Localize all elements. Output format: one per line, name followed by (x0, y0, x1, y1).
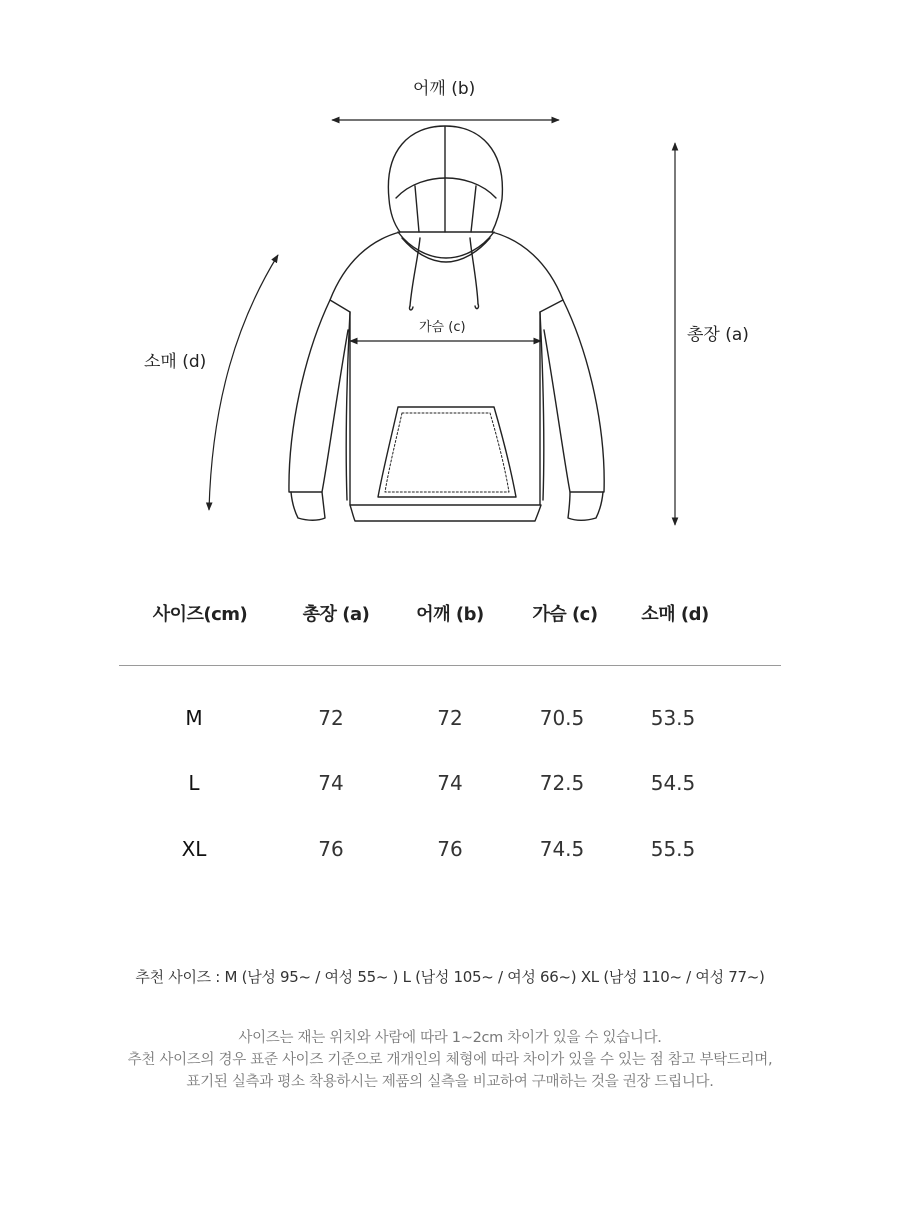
row-l-shoulder: 74 (437, 771, 463, 795)
row-l-size: L (188, 771, 200, 795)
row-m-chest: 70.5 (539, 706, 585, 730)
row-xl-chest: 74.5 (539, 837, 585, 861)
col-header-shoulder: 어깨 (b) (416, 604, 484, 625)
size-note-line-1: 사이즈는 재는 위치와 사람에 따라 1~2cm 차이가 있을 수 있습니다. (238, 1030, 662, 1046)
row-xl-shoulder: 76 (437, 837, 463, 861)
row-xl-sleeve: 55.5 (650, 837, 696, 861)
col-header-chest: 가슴 (c) (532, 604, 598, 625)
header-divider (119, 665, 781, 666)
col-header-sleeve: 소매 (d) (641, 604, 709, 625)
size-note-line-3: 표기된 실측과 평소 착용하시는 제품의 실측을 비교하여 구매하는 것을 권장 드립니다. (186, 1074, 714, 1090)
row-m-sleeve: 53.5 (650, 706, 696, 730)
recommended-size-text: 추천 사이즈 : M (남성 95~ / 여성 55~ ) L (남성 105~ / 여성 66~) XL (남성 110~ / 여성 77~) (135, 968, 765, 986)
length-label: 총장 (a) (687, 325, 749, 345)
row-l-length: 74 (318, 771, 344, 795)
shoulder-label: 어깨 (b) (413, 79, 476, 99)
col-header-size: 사이즈(cm) (152, 604, 248, 625)
row-m-length: 72 (318, 706, 344, 730)
chest-label: 가슴 (c) (419, 320, 466, 335)
row-xl-length: 76 (318, 837, 344, 861)
row-m-size: M (185, 706, 203, 730)
row-l-chest: 72.5 (539, 771, 585, 795)
size-note-line-2: 추천 사이즈의 경우 표준 사이즈 기준으로 개개인의 체형에 따라 차이가 있을 수 있는 점 참고 부탁드리며, (127, 1052, 773, 1068)
sleeve-measure-arrow (209, 255, 278, 510)
row-xl-size: XL (181, 837, 207, 861)
col-header-length: 총장 (a) (302, 604, 370, 625)
row-m-shoulder: 72 (437, 706, 463, 730)
row-l-sleeve: 54.5 (650, 771, 696, 795)
sleeve-label: 소매 (d) (144, 352, 207, 372)
